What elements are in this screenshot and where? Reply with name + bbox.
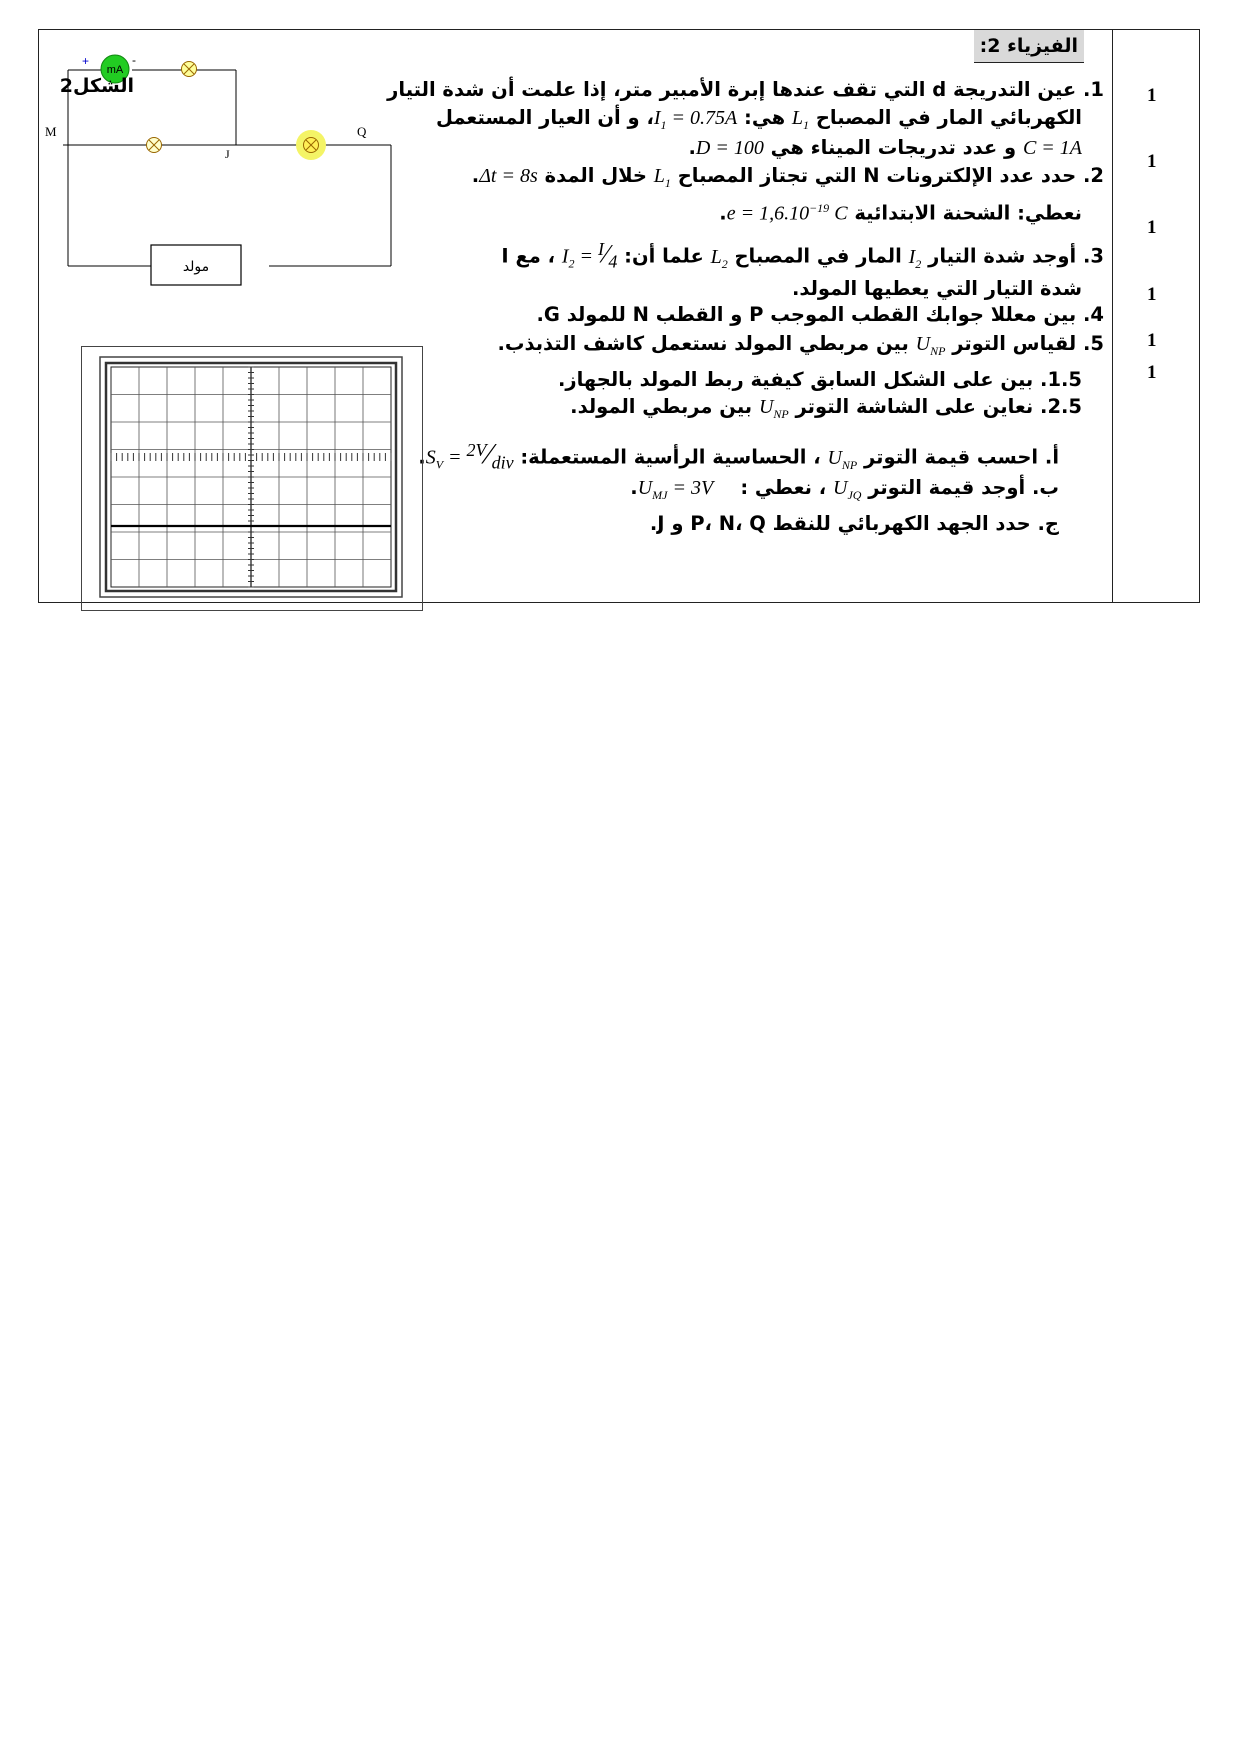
grade-mark: 1	[1147, 217, 1157, 238]
grade-mark: 1	[1147, 284, 1157, 305]
question-3-line-a: 3. أوجد شدة التيار $I_2$ المار في المصباح $L_2$ علما أن: $I_2$ = $^I⁄_4$ ، مع I	[501, 239, 1104, 272]
question-5-2: 2.5. نعاين على الشاشة التوتر $U_{NP}$ بين مربطي المولد.	[570, 395, 1082, 421]
question-b: ب. أوجد قيمة التوتر $U_{JQ}$ ، نعطي : $U_{MJ} = 3V$.	[630, 476, 1059, 502]
grade-mark: 1	[1147, 362, 1157, 383]
question-1-line-b: الكهربائي المار في المصباح $L_1$ هي: $I_1$ = 0.75A، و أن العيار المستعمل	[435, 106, 1082, 132]
exercise-table	[38, 29, 1200, 603]
question-3-line-b: شدة التيار التي يعطيها المولد.	[791, 277, 1082, 300]
question-2-line-a: 2. حدد عدد الإلكترونات N التي تجتاز المصباح $L_1$ خلال المدة Δt = 8s.	[471, 164, 1104, 190]
ammeter-minus: -	[132, 53, 136, 67]
grade-mark: 1	[1147, 85, 1157, 106]
questions-area	[387, 30, 1104, 604]
grade-mark: 1	[1147, 330, 1157, 351]
question-4: 4. بين معللا جوابك القطب الموجب P و القطب N للمولد G.	[536, 303, 1104, 326]
question-1-line-a: 1. عين التدريجة d التي تقف عندها إبرة الأمبير متر، إذا علمت أن شدة التيار	[387, 78, 1104, 101]
lamp-icon	[147, 138, 162, 153]
question-2-line-b: نعطي: الشحنة الابتدائية $e = 1,6.10^{-19}$ C.	[719, 201, 1082, 225]
question-5: 5. لقياس التوتر $U_{NP}$ بين مربطي المولد نستعمل كاشف التذبذب.	[497, 332, 1104, 358]
section-title: الفيزياء 2:	[974, 30, 1084, 63]
generator-label: مولد	[182, 259, 210, 275]
figure-label: الشكل2	[59, 75, 134, 97]
grade-mark: 1	[1147, 151, 1157, 172]
question-1-line-c: C = 1A و عدد تدريجات الميناء هي D = 100.	[688, 136, 1082, 159]
node-J-label: J	[225, 147, 230, 161]
oscilloscope-grid	[82, 347, 422, 610]
circuit-diagram	[39, 30, 459, 320]
column-divider-right	[1112, 30, 1113, 602]
question-c: ج. حدد الجهد الكهربائي للنقط P، N، Q و J.	[649, 512, 1059, 535]
node-Q-label: Q	[357, 124, 367, 139]
lamp-lit-icon	[296, 130, 326, 160]
question-a: أ. احسب قيمة التوتر $U_{NP}$ ، الحساسية الرأسية المستعملة: $S_V$ = $^{2V}⁄_{div}$.	[418, 437, 1059, 473]
lamp-icon	[182, 62, 197, 77]
oscilloscope-screen	[81, 346, 423, 611]
question-5-1: 1.5. بين على الشكل السابق كيفية ربط المولد بالجهاز.	[557, 368, 1082, 391]
ammeter-label: mA	[106, 64, 124, 76]
node-M-label: M	[45, 124, 57, 139]
ammeter-plus: +	[82, 54, 90, 68]
